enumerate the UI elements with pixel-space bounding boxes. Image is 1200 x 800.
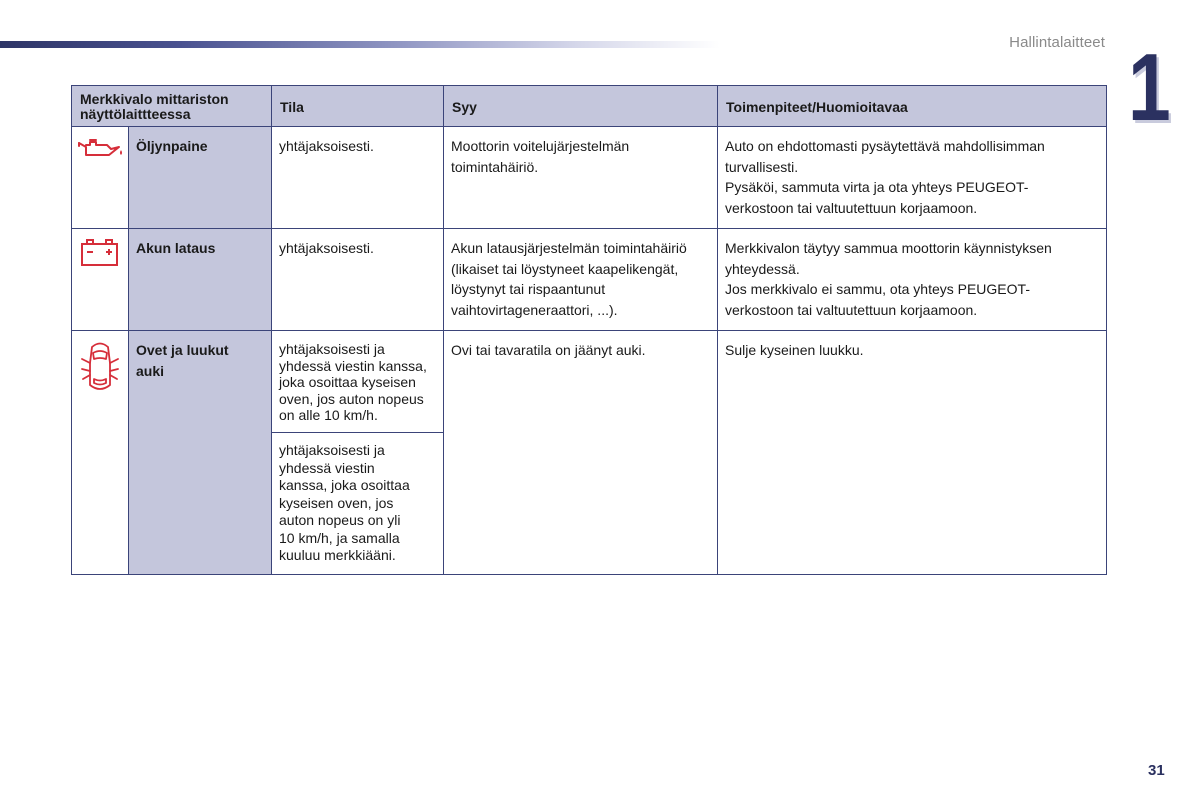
open-doors-icon xyxy=(72,339,128,397)
cause-line: toimintahäiriö. xyxy=(451,158,539,175)
name-line: auki xyxy=(136,362,165,379)
indicator-cause xyxy=(444,127,718,229)
table-row xyxy=(72,331,1107,433)
chapter-number: 1 xyxy=(1128,34,1171,141)
cause-line: (likaiset tai löystyneet kaapelikengät, xyxy=(451,260,679,277)
cause-line: Moottorin voitelujärjestelmän xyxy=(451,138,630,154)
oil-pressure-icon xyxy=(72,135,128,161)
state-line: 10 km/h, ja samalla xyxy=(279,529,400,546)
state-line: auton nopeus on yli xyxy=(279,512,401,528)
indicator-name xyxy=(129,331,272,575)
cause-line: vaihtovirtageneraattori, ...). xyxy=(451,301,618,318)
action-line: Merkkivalon täytyy sammua moottorin käynnistyksen xyxy=(725,240,1052,256)
name-line: Ovet ja luukut xyxy=(136,342,229,358)
indicator-action xyxy=(718,229,1107,331)
indicator-name: Akun lataus xyxy=(129,229,272,331)
state-line: yhdessä viestin xyxy=(279,459,375,476)
action-line: verkostoon tai valtuutettuun korjaamoon. xyxy=(725,199,978,216)
indicator-name: Öljynpaine xyxy=(129,127,272,229)
state-line: on alle 10 km/h. xyxy=(279,407,378,423)
table-header-row xyxy=(72,86,1107,127)
table-row xyxy=(72,229,1107,331)
column-header-state: Tila xyxy=(272,86,444,127)
indicator-action: Sulje kyseinen luukku. xyxy=(718,331,1107,575)
indicator-state: yhtäjaksoisesti. xyxy=(272,229,444,331)
page-number: 31 xyxy=(1148,762,1165,779)
action-line: yhteydessä. xyxy=(725,260,800,277)
state-line: yhtäjaksoisesti ja xyxy=(279,442,385,458)
column-header-light: Merkkivalo mittariston näyttölaittteessa xyxy=(72,86,272,127)
icon-cell xyxy=(72,229,129,331)
state-line: yhdessä viestin kanssa, xyxy=(279,357,427,374)
indicator-cause: Ovi tai tavaratila on jäänyt auki. xyxy=(444,331,718,575)
battery-icon xyxy=(72,237,128,267)
action-line: Auto on ehdottomasti pysäytettävä mahdollisimman xyxy=(725,138,1045,154)
action-line: Pysäköi, sammuta virta ja ota yhteys PEUGEOT- xyxy=(725,179,1029,195)
action-line: Jos merkkivalo ei sammu, ota yhteys PEUGEOT- xyxy=(725,281,1030,297)
column-header-cause: Syy xyxy=(444,86,718,127)
cause-line: Akun latausjärjestelmän toimintahäiriö xyxy=(451,240,687,256)
action-line: verkostoon tai valtuutettuun korjaamoon. xyxy=(725,301,978,318)
indicator-state xyxy=(272,331,444,433)
indicator-state: yhtäjaksoisesti. xyxy=(272,127,444,229)
state-line: kyseisen oven, jos xyxy=(279,494,394,511)
state-line: oven, jos auton nopeus xyxy=(279,390,424,407)
icon-cell xyxy=(72,331,129,575)
indicator-cause xyxy=(444,229,718,331)
column-header-action: Toimenpiteet/Huomioitavaa xyxy=(718,86,1107,127)
cause-line: löystynyt tai rispaantunut xyxy=(451,281,606,297)
icon-cell xyxy=(72,127,129,229)
warning-lights-table xyxy=(71,85,1107,575)
indicator-state xyxy=(272,433,444,575)
state-line: kuuluu merkkiääni. xyxy=(279,547,396,563)
table-row xyxy=(72,127,1107,229)
indicator-action xyxy=(718,127,1107,229)
header-gradient-bar xyxy=(0,41,720,48)
action-line: turvallisesti. xyxy=(725,158,799,175)
section-title: Hallintalaitteet xyxy=(1009,34,1105,51)
state-line: joka osoittaa kyseisen xyxy=(279,374,416,390)
state-line: kanssa, joka osoittaa xyxy=(279,477,410,493)
state-line: yhtäjaksoisesti ja xyxy=(279,341,385,357)
